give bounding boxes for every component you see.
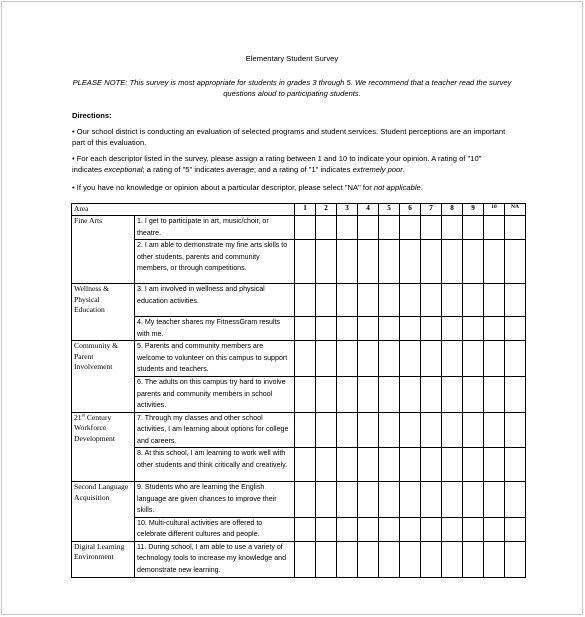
- rating-cell[interactable]: [442, 377, 463, 413]
- rating-cell[interactable]: [295, 284, 316, 317]
- rating-cell[interactable]: [337, 448, 358, 482]
- rating-cell[interactable]: [484, 448, 505, 482]
- rating-cell[interactable]: [505, 482, 526, 518]
- rating-cell[interactable]: [358, 377, 379, 413]
- rating-cell[interactable]: [400, 412, 421, 448]
- table-row: [72, 448, 526, 482]
- rating-cell[interactable]: [484, 482, 505, 518]
- rating-cell[interactable]: [421, 517, 442, 541]
- rating-cell[interactable]: [379, 216, 400, 240]
- rating-cell[interactable]: [358, 216, 379, 240]
- rating-cell[interactable]: [379, 284, 400, 317]
- table-row: [72, 377, 526, 413]
- rating-cell[interactable]: [442, 448, 463, 482]
- survey-item-1: 1. I get to participate in art, music/choir, or theatre.: [135, 216, 295, 240]
- rating-cell[interactable]: [442, 541, 463, 577]
- rating-cell[interactable]: [400, 541, 421, 577]
- page-title: Elementary Student Survey: [245, 54, 339, 63]
- rating-header: 7: [421, 204, 442, 216]
- rating-cell[interactable]: [358, 448, 379, 482]
- area-century-text: Century Workforce Development: [74, 412, 115, 443]
- rating-cell[interactable]: [316, 412, 337, 448]
- rating-cell[interactable]: [316, 240, 337, 284]
- area-21st-century: [72, 412, 135, 482]
- rating-cell[interactable]: [505, 341, 526, 377]
- table-row: [72, 240, 526, 284]
- rating-cell[interactable]: [358, 541, 379, 577]
- rating-cell[interactable]: [295, 448, 316, 482]
- rating-cell[interactable]: [463, 284, 484, 317]
- rating-cell[interactable]: [295, 341, 316, 377]
- rating-cell[interactable]: [358, 482, 379, 518]
- rating-cell[interactable]: [505, 517, 526, 541]
- area-community: Community & Parent Involvement: [72, 341, 135, 413]
- rating-header: NA: [505, 204, 526, 216]
- rating-cell[interactable]: [400, 216, 421, 240]
- rating-header: 2: [316, 204, 337, 216]
- rating-cell[interactable]: [484, 317, 505, 341]
- rating-cell[interactable]: [421, 482, 442, 518]
- rating-cell[interactable]: [358, 240, 379, 284]
- rating-cell[interactable]: [505, 448, 526, 482]
- directions-bullet-3: [72, 182, 512, 193]
- rating-cell[interactable]: [337, 517, 358, 541]
- rating-header: 5: [379, 204, 400, 216]
- rating-cell[interactable]: [400, 377, 421, 413]
- rating-cell[interactable]: [463, 240, 484, 284]
- rating-cell[interactable]: [400, 284, 421, 317]
- rating-header: 10: [484, 204, 505, 216]
- rating-cell[interactable]: [337, 317, 358, 341]
- rating-header: 1: [295, 204, 316, 216]
- rating-cell[interactable]: [484, 541, 505, 577]
- survey-item-3: 3. I am involved in wellness and physical education activities.: [135, 284, 295, 317]
- bullet-3-text-a: • If you have no knowledge or opinion about a particular descriptor, please select "NA" for: [72, 183, 374, 192]
- rating-cell[interactable]: [337, 377, 358, 413]
- rating-cell[interactable]: [379, 448, 400, 482]
- rating-cell[interactable]: [295, 517, 316, 541]
- area-header: Area: [72, 204, 295, 216]
- rating-cell[interactable]: [421, 317, 442, 341]
- rating-cell[interactable]: [295, 377, 316, 413]
- survey-table: [71, 203, 526, 578]
- table-header-row: [72, 204, 526, 216]
- rating-cell[interactable]: [442, 482, 463, 518]
- table-row: [72, 517, 526, 541]
- bullet-2-text-g: .: [402, 165, 405, 174]
- rating-cell[interactable]: [505, 317, 526, 341]
- rating-cell[interactable]: [484, 517, 505, 541]
- directions-bullet-1: • Our school district is conducting an evaluation of selected programs and student services. Student perceptions are an important part of this evaluation.: [72, 127, 506, 147]
- rating-cell[interactable]: [505, 216, 526, 240]
- bullet-2-text-c: ; a rating of "5" indicates: [142, 165, 227, 174]
- rating-cell[interactable]: [316, 377, 337, 413]
- rating-cell[interactable]: [421, 284, 442, 317]
- table-row: [72, 412, 526, 448]
- area-century-number: 21: [74, 412, 82, 422]
- bullet-2-text-a: • For each descriptor listed in the survey, please assign a rating between 1 and 10 to indicate your opinion. A rating of "10" indicates: [72, 154, 482, 174]
- table-row: [72, 482, 526, 518]
- rating-cell[interactable]: [337, 216, 358, 240]
- rating-cell[interactable]: [421, 412, 442, 448]
- rating-cell[interactable]: [379, 377, 400, 413]
- document-page: [1, 1, 583, 615]
- survey-item-11: 11. During school, I am able to use a variety of technology tools to increase my knowledge and demonstrate new learning.: [135, 541, 295, 577]
- note-text: This survey is most appropriate for students in grades 3 through 5. We recommend that a teacher read the survey questions aloud to participating students.: [127, 78, 512, 98]
- rating-cell[interactable]: [400, 517, 421, 541]
- rating-cell[interactable]: [463, 541, 484, 577]
- rating-cell[interactable]: [337, 482, 358, 518]
- rating-cell[interactable]: [463, 377, 484, 413]
- rating-cell[interactable]: [421, 240, 442, 284]
- rating-cell[interactable]: [358, 341, 379, 377]
- rating-cell[interactable]: [295, 541, 316, 577]
- rating-cell[interactable]: [358, 284, 379, 317]
- survey-item-6: 6. The adults on this campus try hard to involve parents and community members in school activities.: [135, 377, 295, 413]
- rating-cell[interactable]: [421, 541, 442, 577]
- rating-cell[interactable]: [442, 517, 463, 541]
- rating-cell[interactable]: [295, 240, 316, 284]
- rating-cell[interactable]: [295, 317, 316, 341]
- rating-cell[interactable]: [400, 448, 421, 482]
- please-note: [62, 77, 522, 99]
- rating-cell[interactable]: [463, 448, 484, 482]
- rating-cell[interactable]: [421, 448, 442, 482]
- rating-cell[interactable]: [379, 341, 400, 377]
- bullet-2-exceptional: exceptional: [104, 165, 143, 174]
- rating-header: 3: [337, 204, 358, 216]
- rating-cell[interactable]: [316, 284, 337, 317]
- rating-cell[interactable]: [421, 377, 442, 413]
- rating-cell[interactable]: [316, 317, 337, 341]
- directions-heading: Directions:: [72, 111, 112, 120]
- rating-cell[interactable]: [442, 284, 463, 317]
- rating-cell[interactable]: [484, 377, 505, 413]
- rating-cell[interactable]: [379, 412, 400, 448]
- rating-cell[interactable]: [400, 341, 421, 377]
- rating-cell[interactable]: [358, 412, 379, 448]
- area-century-suffix: st: [81, 412, 85, 418]
- rating-cell[interactable]: [316, 482, 337, 518]
- rating-cell[interactable]: [316, 448, 337, 482]
- survey-item-4: 4. My teacher shares my FitnessGram results with me.: [135, 317, 295, 341]
- rating-cell[interactable]: [484, 284, 505, 317]
- area-second-language: Second Language Acquisition: [72, 482, 135, 542]
- rating-cell[interactable]: [316, 216, 337, 240]
- rating-cell[interactable]: [295, 216, 316, 240]
- bullet-3-text-c: .: [420, 183, 423, 192]
- rating-cell[interactable]: [505, 412, 526, 448]
- rating-header: 4: [358, 204, 379, 216]
- directions-bullet-2: [72, 153, 512, 175]
- table-row: [72, 541, 526, 577]
- rating-cell[interactable]: [379, 317, 400, 341]
- area-digital-learning: Digital Learning Environment: [72, 541, 135, 577]
- rating-cell[interactable]: [484, 341, 505, 377]
- survey-item-8: 8. At this school, I am learning to work well with other students and think critically and creatively.: [135, 448, 295, 482]
- rating-cell[interactable]: [442, 341, 463, 377]
- rating-cell[interactable]: [484, 240, 505, 284]
- rating-cell[interactable]: [442, 317, 463, 341]
- rating-cell[interactable]: [484, 216, 505, 240]
- bullet-2-text-e: ; and a rating of "1" indicates: [253, 165, 353, 174]
- rating-cell[interactable]: [400, 317, 421, 341]
- area-wellness: Wellness & Physical Education: [72, 284, 135, 341]
- rating-cell[interactable]: [442, 412, 463, 448]
- rating-cell[interactable]: [421, 341, 442, 377]
- rating-cell[interactable]: [379, 240, 400, 284]
- rating-cell[interactable]: [505, 284, 526, 317]
- rating-cell[interactable]: [463, 482, 484, 518]
- rating-cell[interactable]: [442, 216, 463, 240]
- rating-cell[interactable]: [379, 541, 400, 577]
- survey-item-7: 7. Through my classes and other school activities, I am learning about options for college and careers.: [135, 412, 295, 448]
- rating-cell[interactable]: [337, 341, 358, 377]
- rating-cell[interactable]: [400, 482, 421, 518]
- rating-cell[interactable]: [337, 284, 358, 317]
- rating-header: 8: [442, 204, 463, 216]
- area-fine-arts: Fine Arts: [72, 216, 135, 284]
- rating-cell[interactable]: [505, 541, 526, 577]
- rating-cell[interactable]: [316, 341, 337, 377]
- rating-cell[interactable]: [379, 517, 400, 541]
- bullet-2-extremely-poor: extremely poor: [352, 165, 403, 174]
- rating-cell[interactable]: [295, 412, 316, 448]
- rating-cell[interactable]: [505, 240, 526, 284]
- table-row: [72, 216, 526, 240]
- rating-cell[interactable]: [463, 341, 484, 377]
- rating-cell[interactable]: [316, 541, 337, 577]
- rating-header: 6: [400, 204, 421, 216]
- rating-cell[interactable]: [358, 517, 379, 541]
- rating-cell[interactable]: [337, 541, 358, 577]
- survey-item-9: 9. Students who are learning the English language are given chances to improve their skills.: [135, 482, 295, 518]
- survey-item-2: 2. I am able to demonstrate my fine arts skills to other students, parents and community members, or through competitions.: [135, 240, 295, 284]
- rating-cell[interactable]: [316, 517, 337, 541]
- survey-item-5: 5. Parents and community members are welcome to volunteer on this campus to support students and teachers.: [135, 341, 295, 377]
- bullet-3-not-applicable: not applicable: [373, 183, 421, 192]
- rating-cell[interactable]: [295, 482, 316, 518]
- rating-cell[interactable]: [337, 240, 358, 284]
- rating-cell[interactable]: [463, 216, 484, 240]
- survey-item-10: 10. Multi-cultural activities are offered to celebrate different cultures and people.: [135, 517, 295, 541]
- rating-cell[interactable]: [421, 216, 442, 240]
- table-row: [72, 284, 526, 317]
- rating-cell[interactable]: [463, 412, 484, 448]
- rating-cell[interactable]: [400, 240, 421, 284]
- rating-cell[interactable]: [337, 412, 358, 448]
- rating-cell[interactable]: [358, 317, 379, 341]
- rating-cell[interactable]: [463, 517, 484, 541]
- rating-cell[interactable]: [484, 412, 505, 448]
- note-label: PLEASE NOTE:: [72, 78, 128, 87]
- rating-cell[interactable]: [442, 240, 463, 284]
- rating-cell[interactable]: [463, 317, 484, 341]
- table-row: [72, 341, 526, 377]
- rating-header: 9: [463, 204, 484, 216]
- bullet-2-average: average: [226, 165, 254, 174]
- rating-cell[interactable]: [379, 482, 400, 518]
- rating-cell[interactable]: [505, 377, 526, 413]
- table-row: [72, 317, 526, 341]
